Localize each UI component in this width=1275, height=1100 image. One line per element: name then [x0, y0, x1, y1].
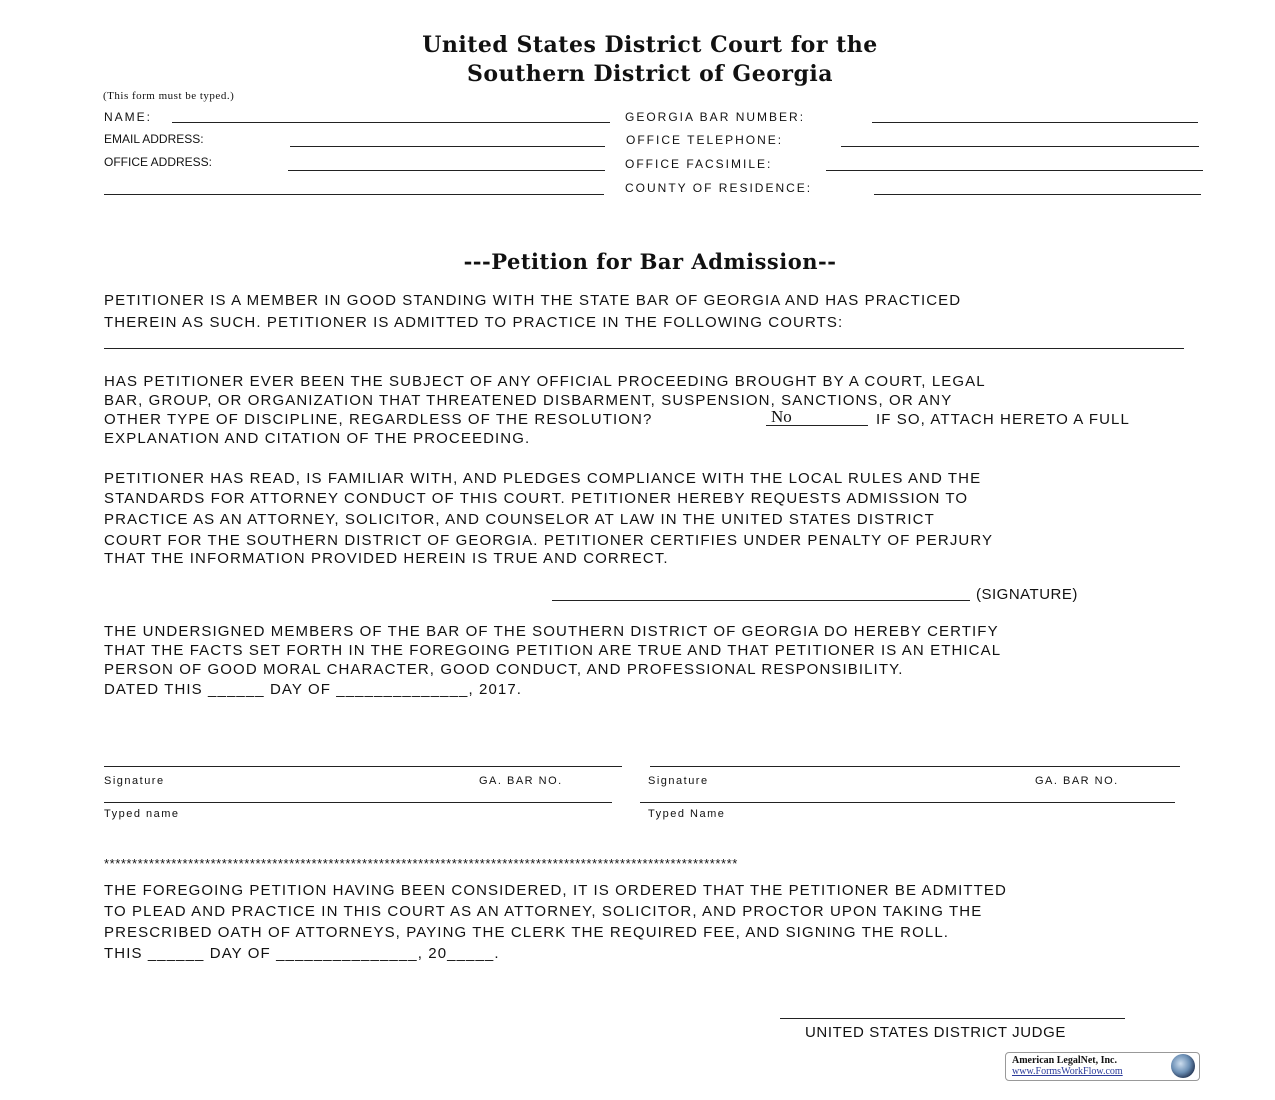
sponsor-1-typed-name-field[interactable] — [104, 802, 612, 803]
bar-number-field[interactable] — [872, 122, 1198, 123]
county-field[interactable] — [874, 194, 1201, 195]
logo-name: American LegalNet, Inc. — [1012, 1055, 1117, 1066]
stars-divider: ***************************************************************************************************************** — [104, 856, 738, 871]
facsimile-field[interactable] — [826, 170, 1203, 171]
dated-line: DATED THIS ______ DAY OF ______________, 2017. — [104, 681, 523, 698]
sponsor-2-bar-no-label: GA. BAR NO. — [1035, 775, 1119, 787]
p2-line: EXPLANATION AND CITATION OF THE PROCEEDING. — [104, 430, 531, 447]
facsimile-label: OFFICE FACSIMILE: — [625, 157, 773, 171]
sponsor-2-signature-field[interactable] — [650, 766, 1180, 767]
p3-line: THAT THE INFORMATION PROVIDED HEREIN IS TRUE AND CORRECT. — [104, 550, 669, 567]
sponsor-2-typed-name-field[interactable] — [640, 802, 1175, 803]
sponsor-1-signature-field[interactable] — [104, 766, 622, 767]
email-field[interactable] — [290, 146, 605, 147]
telephone-field[interactable] — [841, 146, 1199, 147]
name-label: NAME: — [104, 110, 153, 124]
email-label: EMAIL ADDRESS: — [104, 132, 204, 146]
sponsor-1-signature-label: Signature — [104, 775, 165, 787]
sponsor-1-bar-no-label: GA. BAR NO. — [479, 775, 563, 787]
logo-url[interactable]: www.FormsWorkFlow.com — [1012, 1066, 1123, 1077]
signature-label: (SIGNATURE) — [976, 586, 1078, 603]
petition-heading: ---Petition for Bar Admission-- — [463, 249, 837, 274]
judge-label: UNITED STATES DISTRICT JUDGE — [805, 1024, 1066, 1041]
p2-line: BAR, GROUP, OR ORGANIZATION THAT THREATENED DISBARMENT, SUSPENSION, SANCTIONS, OR ANY — [104, 392, 953, 409]
office-address-label: OFFICE ADDRESS: — [104, 155, 213, 169]
p5-line: THE FOREGOING PETITION HAVING BEEN CONSIDERED, IT IS ORDERED THAT THE PETITIONER BE ADMITTED — [104, 882, 1007, 899]
county-label: COUNTY OF RESIDENCE: — [625, 181, 813, 195]
american-legalnet-logo[interactable] — [1005, 1052, 1200, 1081]
telephone-label: OFFICE TELEPHONE: — [626, 133, 784, 147]
office-address-field[interactable] — [288, 170, 605, 171]
p5-line: PRESCRIBED OATH OF ATTORNEYS, PAYING THE CLERK THE REQUIRED FEE, AND SIGNING THE ROLL. — [104, 924, 950, 941]
p3-line: PETITIONER HAS READ, IS FAMILIAR WITH, AND PLEDGES COMPLIANCE WITH THE LOCAL RULES AND THE — [104, 470, 982, 487]
globe-icon — [1171, 1054, 1195, 1078]
p3-line: STANDARDS FOR ATTORNEY CONDUCT OF THIS COURT. PETITIONER HEREBY REQUESTS ADMISSION TO — [104, 490, 969, 507]
p2-line: IF SO, ATTACH HERETO A FULL — [876, 411, 1130, 428]
p1-line: THEREIN AS SUCH. PETITIONER IS ADMITTED TO PRACTICE IN THE FOLLOWING COURTS: — [104, 314, 844, 331]
courts-field[interactable] — [104, 348, 1184, 349]
discipline-answer: No — [771, 407, 792, 426]
petitioner-signature-field[interactable] — [552, 600, 970, 601]
order-date-line: THIS ______ DAY OF _______________, 20_____. — [104, 945, 500, 962]
bar-number-label: GEORGIA BAR NUMBER: — [625, 110, 806, 124]
name-field[interactable] — [172, 122, 610, 123]
office-address-field-2[interactable] — [104, 194, 604, 195]
court-title-line-1: United States District Court for the — [422, 32, 878, 58]
p4-line: THAT THE FACTS SET FORTH IN THE FOREGOING PETITION ARE TRUE AND THAT PETITIONER IS AN ETHICAL — [104, 642, 1002, 659]
p1-line: PETITIONER IS A MEMBER IN GOOD STANDING WITH THE STATE BAR OF GEORGIA AND HAS PRACTICED — [104, 292, 962, 309]
p3-line: PRACTICE AS AN ATTORNEY, SOLICITOR, AND COUNSELOR AT LAW IN THE UNITED STATES DISTRICT — [104, 511, 935, 528]
typed-note: (This form must be typed.) — [103, 90, 235, 102]
sponsor-1-typed-name-label: Typed name — [104, 808, 180, 820]
p2-line: HAS PETITIONER EVER BEEN THE SUBJECT OF ANY OFFICIAL PROCEEDING BROUGHT BY A COURT, LEGAL — [104, 373, 986, 390]
sponsor-2-signature-label: Signature — [648, 775, 709, 787]
judge-signature-field[interactable] — [780, 1018, 1125, 1019]
p2-line: OTHER TYPE OF DISCIPLINE, REGARDLESS OF THE RESOLUTION? — [104, 411, 653, 428]
sponsor-2-typed-name-label: Typed Name — [648, 808, 726, 820]
p4-line: PERSON OF GOOD MORAL CHARACTER, GOOD CONDUCT, AND PROFESSIONAL RESPONSIBILITY. — [104, 661, 904, 678]
p4-line: THE UNDERSIGNED MEMBERS OF THE BAR OF THE SOUTHERN DISTRICT OF GEORGIA DO HEREBY CERTIFY — [104, 623, 999, 640]
p3-line: COURT FOR THE SOUTHERN DISTRICT OF GEORGIA. PETITIONER CERTIFIES UNDER PENALTY OF PERJURY — [104, 532, 994, 549]
court-title-line-2: Southern District of Georgia — [467, 61, 833, 87]
p5-line: TO PLEAD AND PRACTICE IN THIS COURT AS AN ATTORNEY, SOLICITOR, AND PROCTOR UPON TAKING THE — [104, 903, 983, 920]
